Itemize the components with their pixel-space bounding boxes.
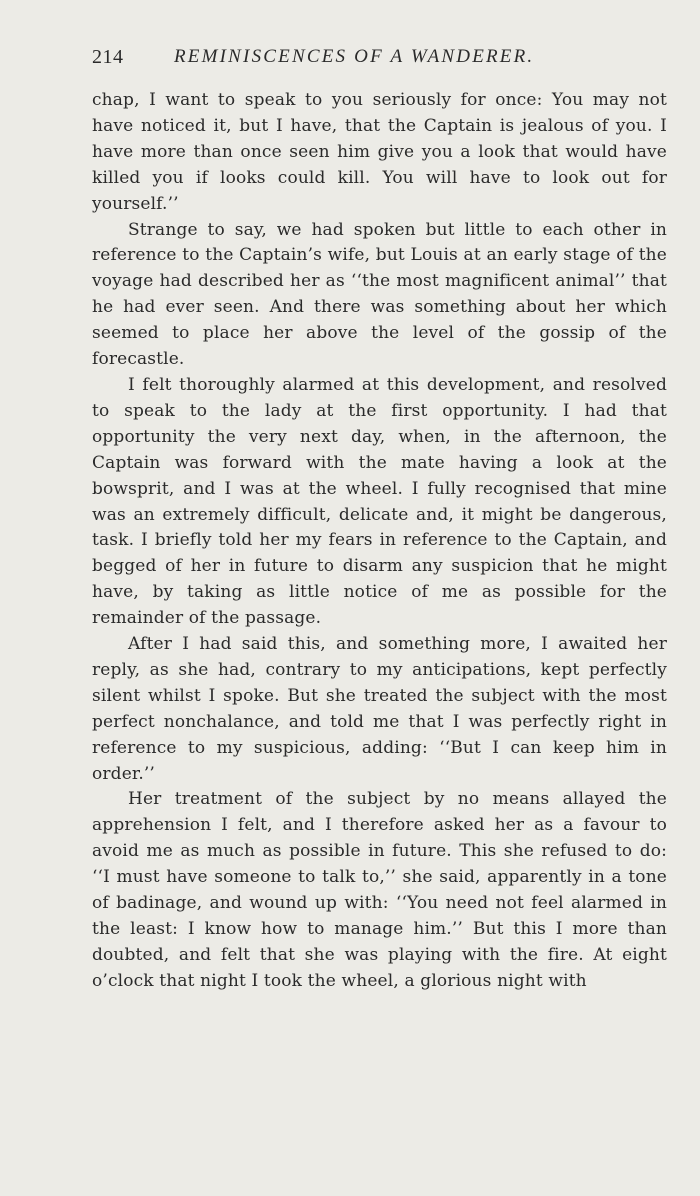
body-text xyxy=(92,88,667,995)
paragraph-4: After I had said this, and something more, I awaited her reply, as she had, contrary to my anticipations, kept perfectly silent whilst I spoke. But she treated the subject with the most perfect nonchalance, and told me that I was perfectly right in reference to my suspicious, adding: ‘‘But I can keep him in order.’’ xyxy=(92,634,667,784)
paragraph-3: I felt thoroughly alarmed at this development, and resolved to speak to the lady at the first opportunity. I had that opportunity the very next day, when, in the afternoon, the Captain was forward with the mate having a look at the bowsprit, and I was at the wheel. I fully recognised that mine was an extremely difficult, delicate and, it might be dangerous, task. I briefly told her my fears in reference to the Captain, and begged of her in future to disarm any suspicion that he might have, by taking as little notice of me as possible for the remainder of the passage. xyxy=(92,374,667,629)
page-header xyxy=(92,42,670,72)
page-number: 214 xyxy=(92,46,124,68)
paragraph-1: chap, I want to speak to you seriously for once: You may not have noticed it, but I have, that the Captain is jealous of you. I have more than once seen him give you a look that would have killed you if looks could kill. You will have to look out for yourself.’’ xyxy=(92,90,667,214)
paragraph-2: Strange to say, we had spoken but little to each other in reference to the Captain’s wife, but Louis at an early stage of the voyage had described her as ‘‘the most magnificent animal’’ that he had ever seen. And there was something about her which seemed to place her above the level of the gossip of the forecastle. xyxy=(92,219,667,370)
running-head: REMINISCENCES OF A WANDERER. xyxy=(174,46,535,67)
paragraph-5: Her treatment of the subject by no means allayed the apprehension I felt, and I therefore asked her as a favour to avoid me as much as possible in future. This she refused to do: ‘‘I must have someone to talk to,’’ she said, apparently in a tone of badinage, and wound up with: ‘‘You need not feel alarmed in the least: I know how to manage him.’’ But this I more than doubted, and felt that she was playing with the fire. At eight o’clock that night I took the wheel, a glorious night with xyxy=(92,789,667,991)
